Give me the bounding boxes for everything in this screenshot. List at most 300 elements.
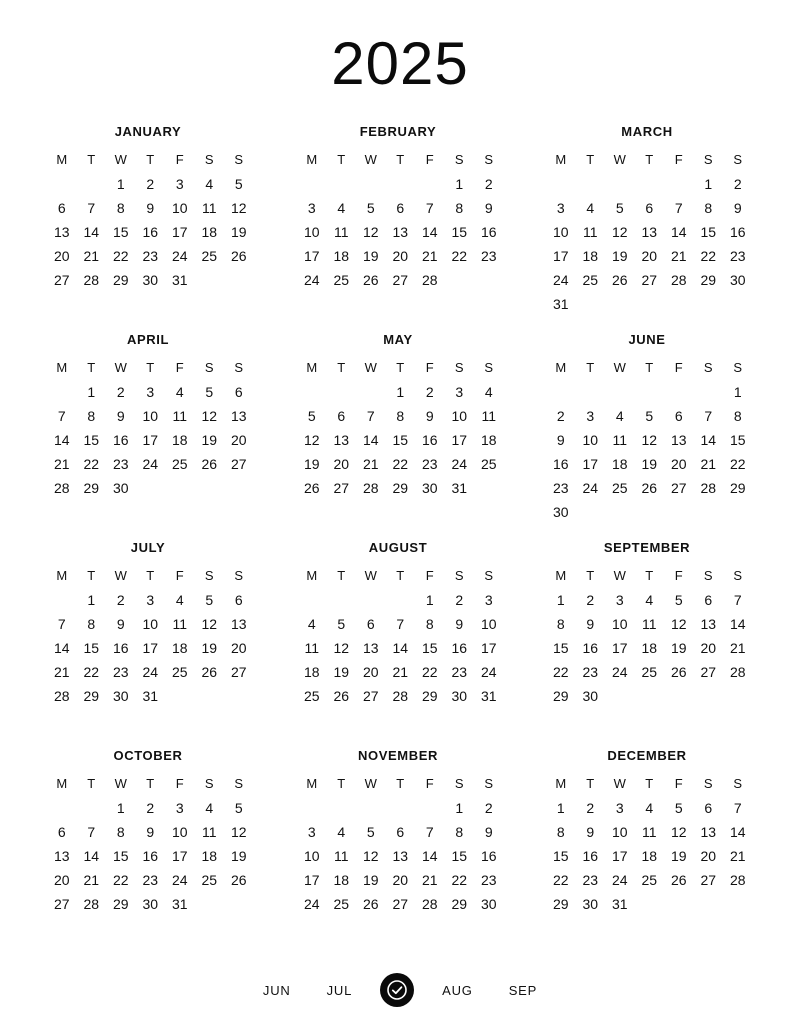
day-cell[interactable]: 12 [230, 824, 247, 840]
day-cell[interactable]: 30 [480, 896, 497, 912]
day-cell[interactable]: 20 [230, 640, 247, 656]
day-cell[interactable]: 13 [230, 616, 247, 632]
day-cell[interactable]: 12 [230, 200, 247, 216]
day-cell[interactable]: 5 [234, 800, 243, 816]
day-cell[interactable]: 16 [112, 432, 129, 448]
day-cell[interactable]: 23 [112, 664, 129, 680]
day-cell[interactable]: 4 [337, 200, 346, 216]
day-cell[interactable]: 6 [645, 200, 654, 216]
day-cell[interactable]: 22 [83, 456, 100, 472]
day-cell[interactable]: 8 [116, 824, 125, 840]
day-cell[interactable]: 14 [392, 640, 409, 656]
day-cell[interactable]: 15 [552, 848, 569, 864]
day-cell[interactable]: 21 [53, 456, 70, 472]
day-cell[interactable]: 14 [670, 224, 687, 240]
day-cell[interactable]: 7 [425, 824, 434, 840]
day-cell[interactable]: 31 [480, 688, 497, 704]
day-cell[interactable]: 22 [552, 872, 569, 888]
day-cell[interactable]: 13 [53, 848, 70, 864]
day-cell[interactable]: 4 [645, 800, 654, 816]
day-cell[interactable]: 18 [641, 640, 658, 656]
day-cell[interactable]: 26 [641, 480, 658, 496]
day-cell[interactable]: 30 [582, 896, 599, 912]
day-cell[interactable]: 9 [484, 824, 493, 840]
day-cell[interactable]: 27 [333, 480, 350, 496]
day-cell[interactable]: 19 [641, 456, 658, 472]
day-cell[interactable]: 9 [556, 432, 565, 448]
day-cell[interactable]: 2 [733, 176, 742, 192]
day-cell[interactable]: 3 [175, 176, 184, 192]
day-cell[interactable]: 31 [171, 896, 188, 912]
day-cell[interactable]: 9 [586, 824, 595, 840]
day-cell[interactable]: 28 [392, 688, 409, 704]
day-cell[interactable]: 4 [175, 384, 184, 400]
day-cell[interactable]: 8 [87, 616, 96, 632]
day-cell[interactable]: 15 [552, 640, 569, 656]
day-cell[interactable]: 14 [53, 640, 70, 656]
day-cell[interactable]: 16 [552, 456, 569, 472]
day-cell[interactable]: 20 [53, 248, 70, 264]
day-cell[interactable]: 17 [303, 872, 320, 888]
day-cell[interactable]: 26 [201, 456, 218, 472]
day-cell[interactable]: 8 [87, 408, 96, 424]
day-cell[interactable]: 8 [396, 408, 405, 424]
day-cell[interactable]: 24 [303, 272, 320, 288]
day-cell[interactable]: 25 [480, 456, 497, 472]
day-cell[interactable]: 31 [171, 272, 188, 288]
day-cell[interactable]: 21 [700, 456, 717, 472]
day-cell[interactable]: 12 [641, 432, 658, 448]
day-cell[interactable]: 18 [171, 432, 188, 448]
day-cell[interactable]: 4 [586, 200, 595, 216]
day-cell[interactable]: 17 [582, 456, 599, 472]
day-cell[interactable]: 4 [645, 592, 654, 608]
nav-month-sep[interactable]: SEP [508, 982, 538, 998]
day-cell[interactable]: 5 [366, 200, 375, 216]
nav-month-aug[interactable]: AUG [442, 982, 473, 998]
day-cell[interactable]: 4 [337, 824, 346, 840]
day-cell[interactable]: 22 [112, 248, 129, 264]
day-cell[interactable]: 10 [480, 616, 497, 632]
day-cell[interactable]: 17 [611, 640, 628, 656]
day-cell[interactable]: 30 [582, 688, 599, 704]
day-cell[interactable]: 23 [480, 872, 497, 888]
day-cell[interactable]: 24 [480, 664, 497, 680]
day-cell[interactable]: 9 [455, 616, 464, 632]
day-cell[interactable]: 29 [421, 688, 438, 704]
day-cell[interactable]: 22 [729, 456, 746, 472]
day-cell[interactable]: 21 [392, 664, 409, 680]
day-cell[interactable]: 10 [611, 616, 628, 632]
day-cell[interactable]: 23 [142, 872, 159, 888]
day-cell[interactable]: 10 [142, 616, 159, 632]
day-cell[interactable]: 5 [366, 824, 375, 840]
day-cell[interactable]: 15 [112, 848, 129, 864]
day-cell[interactable]: 1 [704, 176, 713, 192]
day-cell[interactable]: 24 [552, 272, 569, 288]
day-cell[interactable]: 13 [700, 616, 717, 632]
day-cell[interactable]: 19 [230, 848, 247, 864]
day-cell[interactable]: 2 [586, 800, 595, 816]
day-cell[interactable]: 1 [733, 384, 742, 400]
day-cell[interactable]: 29 [112, 896, 129, 912]
day-cell[interactable]: 11 [333, 224, 349, 240]
day-cell[interactable]: 11 [304, 640, 320, 656]
day-cell[interactable]: 1 [425, 592, 434, 608]
day-cell[interactable]: 15 [451, 224, 468, 240]
day-cell[interactable]: 18 [333, 248, 350, 264]
day-cell[interactable]: 16 [480, 224, 497, 240]
day-cell[interactable]: 23 [142, 248, 159, 264]
day-cell[interactable]: 11 [201, 824, 217, 840]
day-cell[interactable]: 9 [425, 408, 434, 424]
day-cell[interactable]: 3 [146, 384, 155, 400]
day-cell[interactable]: 16 [142, 224, 159, 240]
day-cell[interactable]: 23 [421, 456, 438, 472]
day-cell[interactable]: 19 [611, 248, 628, 264]
day-cell[interactable]: 9 [116, 408, 125, 424]
day-cell[interactable]: 1 [556, 592, 565, 608]
day-cell[interactable]: 12 [362, 224, 379, 240]
day-cell[interactable]: 30 [112, 480, 129, 496]
day-cell[interactable]: 1 [116, 176, 125, 192]
day-cell[interactable]: 28 [729, 664, 746, 680]
day-cell[interactable]: 10 [303, 848, 320, 864]
day-cell[interactable]: 2 [146, 800, 155, 816]
day-cell[interactable]: 19 [201, 640, 218, 656]
day-cell[interactable]: 7 [87, 824, 96, 840]
day-cell[interactable]: 2 [484, 176, 493, 192]
day-cell[interactable]: 18 [641, 848, 658, 864]
day-cell[interactable]: 3 [484, 592, 493, 608]
day-cell[interactable]: 10 [171, 200, 188, 216]
day-cell[interactable]: 29 [700, 272, 717, 288]
day-cell[interactable]: 8 [556, 824, 565, 840]
day-cell[interactable]: 13 [670, 432, 687, 448]
day-cell[interactable]: 6 [396, 824, 405, 840]
day-cell[interactable]: 9 [586, 616, 595, 632]
day-cell[interactable]: 15 [83, 640, 100, 656]
day-cell[interactable]: 11 [481, 408, 497, 424]
day-cell[interactable]: 19 [303, 456, 320, 472]
day-cell[interactable]: 28 [83, 896, 100, 912]
day-cell[interactable]: 18 [201, 224, 218, 240]
day-cell[interactable]: 4 [307, 616, 316, 632]
day-cell[interactable]: 16 [451, 640, 468, 656]
day-cell[interactable]: 17 [552, 248, 569, 264]
day-cell[interactable]: 28 [362, 480, 379, 496]
day-cell[interactable]: 28 [729, 872, 746, 888]
day-cell[interactable]: 9 [733, 200, 742, 216]
day-cell[interactable]: 10 [451, 408, 468, 424]
day-cell[interactable]: 28 [421, 896, 438, 912]
day-cell[interactable]: 28 [421, 272, 438, 288]
day-cell[interactable]: 5 [205, 384, 214, 400]
day-cell[interactable]: 12 [303, 432, 320, 448]
day-cell[interactable]: 4 [205, 176, 214, 192]
day-cell[interactable]: 16 [112, 640, 129, 656]
day-cell[interactable]: 14 [421, 224, 438, 240]
day-cell[interactable]: 20 [230, 432, 247, 448]
day-cell[interactable]: 22 [700, 248, 717, 264]
day-cell[interactable]: 12 [333, 640, 350, 656]
day-cell[interactable]: 6 [234, 384, 243, 400]
day-cell[interactable]: 1 [116, 800, 125, 816]
day-cell[interactable]: 20 [392, 248, 409, 264]
day-cell[interactable]: 6 [704, 592, 713, 608]
day-cell[interactable]: 22 [451, 248, 468, 264]
day-cell[interactable]: 2 [116, 384, 125, 400]
day-cell[interactable]: 11 [582, 224, 598, 240]
day-cell[interactable]: 27 [641, 272, 658, 288]
day-cell[interactable]: 7 [57, 616, 66, 632]
day-cell[interactable]: 13 [53, 224, 70, 240]
day-cell[interactable]: 26 [303, 480, 320, 496]
day-cell[interactable]: 9 [484, 200, 493, 216]
day-cell[interactable]: 22 [112, 872, 129, 888]
day-cell[interactable]: 7 [674, 200, 683, 216]
day-cell[interactable]: 21 [362, 456, 379, 472]
day-cell[interactable]: 23 [552, 480, 569, 496]
day-cell[interactable]: 15 [729, 432, 746, 448]
day-cell[interactable]: 6 [57, 824, 66, 840]
day-cell[interactable]: 7 [733, 800, 742, 816]
day-cell[interactable]: 26 [611, 272, 628, 288]
day-cell[interactable]: 25 [641, 872, 658, 888]
day-cell[interactable]: 19 [670, 640, 687, 656]
day-cell[interactable]: 11 [641, 824, 657, 840]
day-cell[interactable]: 15 [112, 224, 129, 240]
day-cell[interactable]: 31 [142, 688, 159, 704]
day-cell[interactable]: 18 [480, 432, 497, 448]
day-cell[interactable]: 24 [582, 480, 599, 496]
day-cell[interactable]: 7 [396, 616, 405, 632]
day-cell[interactable]: 26 [670, 872, 687, 888]
day-cell[interactable]: 8 [455, 200, 464, 216]
day-cell[interactable]: 16 [421, 432, 438, 448]
day-cell[interactable]: 14 [83, 224, 100, 240]
day-cell[interactable]: 12 [362, 848, 379, 864]
day-cell[interactable]: 27 [230, 456, 247, 472]
day-cell[interactable]: 5 [674, 592, 683, 608]
day-cell[interactable]: 28 [53, 480, 70, 496]
day-cell[interactable]: 26 [333, 688, 350, 704]
day-cell[interactable]: 29 [83, 480, 100, 496]
day-cell[interactable]: 5 [234, 176, 243, 192]
day-cell[interactable]: 7 [425, 200, 434, 216]
day-cell[interactable]: 8 [455, 824, 464, 840]
day-cell[interactable]: 20 [700, 640, 717, 656]
day-cell[interactable]: 7 [704, 408, 713, 424]
day-cell[interactable]: 23 [582, 664, 599, 680]
day-cell[interactable]: 27 [230, 664, 247, 680]
day-cell[interactable]: 25 [641, 664, 658, 680]
day-cell[interactable]: 13 [230, 408, 247, 424]
day-cell[interactable]: 18 [582, 248, 599, 264]
day-cell[interactable]: 20 [392, 872, 409, 888]
day-cell[interactable]: 12 [201, 408, 218, 424]
day-cell[interactable]: 11 [641, 616, 657, 632]
confirm-button[interactable] [380, 973, 414, 1007]
day-cell[interactable]: 3 [175, 800, 184, 816]
day-cell[interactable]: 23 [451, 664, 468, 680]
day-cell[interactable]: 16 [480, 848, 497, 864]
day-cell[interactable]: 27 [53, 896, 70, 912]
day-cell[interactable]: 13 [392, 224, 409, 240]
day-cell[interactable]: 21 [421, 872, 438, 888]
day-cell[interactable]: 10 [303, 224, 320, 240]
day-cell[interactable]: 4 [484, 384, 493, 400]
day-cell[interactable]: 13 [392, 848, 409, 864]
day-cell[interactable]: 7 [366, 408, 375, 424]
day-cell[interactable]: 14 [729, 824, 746, 840]
day-cell[interactable]: 4 [615, 408, 624, 424]
day-cell[interactable]: 6 [234, 592, 243, 608]
day-cell[interactable]: 17 [171, 224, 188, 240]
day-cell[interactable]: 18 [303, 664, 320, 680]
day-cell[interactable]: 1 [87, 592, 96, 608]
day-cell[interactable]: 5 [205, 592, 214, 608]
day-cell[interactable]: 27 [362, 688, 379, 704]
day-cell[interactable]: 23 [480, 248, 497, 264]
day-cell[interactable]: 24 [611, 872, 628, 888]
day-cell[interactable]: 24 [171, 872, 188, 888]
day-cell[interactable]: 29 [83, 688, 100, 704]
day-cell[interactable]: 11 [612, 432, 628, 448]
day-cell[interactable]: 25 [582, 272, 599, 288]
day-cell[interactable]: 24 [142, 456, 159, 472]
day-cell[interactable]: 14 [53, 432, 70, 448]
day-cell[interactable]: 26 [670, 664, 687, 680]
day-cell[interactable]: 11 [201, 200, 217, 216]
day-cell[interactable]: 30 [142, 896, 159, 912]
day-cell[interactable]: 4 [205, 800, 214, 816]
day-cell[interactable]: 30 [142, 272, 159, 288]
day-cell[interactable]: 26 [230, 248, 247, 264]
day-cell[interactable]: 13 [700, 824, 717, 840]
day-cell[interactable]: 15 [421, 640, 438, 656]
day-cell[interactable]: 20 [362, 664, 379, 680]
day-cell[interactable]: 28 [670, 272, 687, 288]
day-cell[interactable]: 13 [362, 640, 379, 656]
day-cell[interactable]: 29 [729, 480, 746, 496]
day-cell[interactable]: 23 [112, 456, 129, 472]
day-cell[interactable]: 17 [142, 432, 159, 448]
day-cell[interactable]: 6 [674, 408, 683, 424]
day-cell[interactable]: 15 [392, 432, 409, 448]
day-cell[interactable]: 10 [552, 224, 569, 240]
day-cell[interactable]: 9 [146, 824, 155, 840]
day-cell[interactable]: 25 [333, 896, 350, 912]
day-cell[interactable]: 12 [611, 224, 628, 240]
day-cell[interactable]: 2 [455, 592, 464, 608]
day-cell[interactable]: 30 [421, 480, 438, 496]
day-cell[interactable]: 13 [333, 432, 350, 448]
day-cell[interactable]: 2 [146, 176, 155, 192]
day-cell[interactable]: 20 [670, 456, 687, 472]
day-cell[interactable]: 17 [142, 640, 159, 656]
day-cell[interactable]: 11 [172, 616, 188, 632]
day-cell[interactable]: 23 [582, 872, 599, 888]
day-cell[interactable]: 5 [307, 408, 316, 424]
day-cell[interactable]: 5 [645, 408, 654, 424]
day-cell[interactable]: 22 [451, 872, 468, 888]
day-cell[interactable]: 24 [142, 664, 159, 680]
day-cell[interactable]: 3 [556, 200, 565, 216]
day-cell[interactable]: 25 [611, 480, 628, 496]
day-cell[interactable]: 29 [552, 688, 569, 704]
day-cell[interactable]: 20 [700, 848, 717, 864]
day-cell[interactable]: 11 [333, 848, 349, 864]
day-cell[interactable]: 14 [83, 848, 100, 864]
day-cell[interactable]: 22 [392, 456, 409, 472]
day-cell[interactable]: 27 [392, 272, 409, 288]
day-cell[interactable]: 9 [116, 616, 125, 632]
day-cell[interactable]: 27 [700, 664, 717, 680]
day-cell[interactable]: 17 [171, 848, 188, 864]
day-cell[interactable]: 25 [171, 664, 188, 680]
nav-month-jul[interactable]: JUL [326, 982, 353, 998]
day-cell[interactable]: 21 [53, 664, 70, 680]
day-cell[interactable]: 3 [146, 592, 155, 608]
day-cell[interactable]: 8 [704, 200, 713, 216]
day-cell[interactable]: 1 [556, 800, 565, 816]
day-cell[interactable]: 21 [83, 872, 100, 888]
day-cell[interactable]: 14 [362, 432, 379, 448]
day-cell[interactable]: 1 [455, 176, 464, 192]
day-cell[interactable]: 3 [615, 592, 624, 608]
day-cell[interactable]: 22 [83, 664, 100, 680]
day-cell[interactable]: 17 [480, 640, 497, 656]
day-cell[interactable]: 10 [142, 408, 159, 424]
day-cell[interactable]: 31 [611, 896, 628, 912]
day-cell[interactable]: 6 [704, 800, 713, 816]
day-cell[interactable]: 30 [451, 688, 468, 704]
day-cell[interactable]: 27 [392, 896, 409, 912]
day-cell[interactable]: 16 [729, 224, 746, 240]
day-cell[interactable]: 25 [171, 456, 188, 472]
day-cell[interactable]: 3 [455, 384, 464, 400]
day-cell[interactable]: 17 [303, 248, 320, 264]
day-cell[interactable]: 3 [586, 408, 595, 424]
day-cell[interactable]: 14 [700, 432, 717, 448]
day-cell[interactable]: 18 [201, 848, 218, 864]
day-cell[interactable]: 1 [455, 800, 464, 816]
day-cell[interactable]: 28 [700, 480, 717, 496]
day-cell[interactable]: 16 [142, 848, 159, 864]
day-cell[interactable]: 14 [421, 848, 438, 864]
day-cell[interactable]: 2 [116, 592, 125, 608]
day-cell[interactable]: 20 [641, 248, 658, 264]
day-cell[interactable]: 29 [552, 896, 569, 912]
day-cell[interactable]: 8 [116, 200, 125, 216]
day-cell[interactable]: 2 [556, 408, 565, 424]
day-cell[interactable]: 27 [700, 872, 717, 888]
day-cell[interactable]: 24 [171, 248, 188, 264]
day-cell[interactable]: 10 [171, 824, 188, 840]
day-cell[interactable]: 18 [333, 872, 350, 888]
day-cell[interactable]: 28 [53, 688, 70, 704]
day-cell[interactable]: 2 [586, 592, 595, 608]
day-cell[interactable]: 19 [362, 872, 379, 888]
day-cell[interactable]: 22 [421, 664, 438, 680]
day-cell[interactable]: 12 [201, 616, 218, 632]
day-cell[interactable]: 12 [670, 616, 687, 632]
day-cell[interactable]: 1 [396, 384, 405, 400]
day-cell[interactable]: 16 [582, 848, 599, 864]
day-cell[interactable]: 25 [303, 688, 320, 704]
day-cell[interactable]: 24 [303, 896, 320, 912]
